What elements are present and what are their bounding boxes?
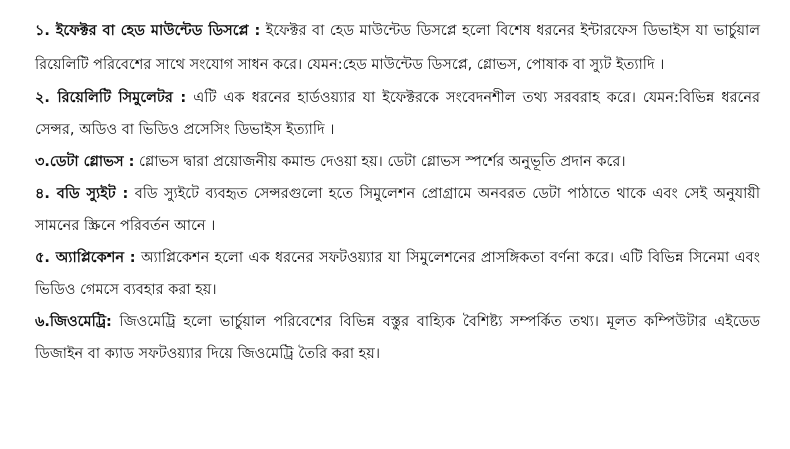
paragraph-reality-simulator — [35, 82, 760, 146]
paragraph-geometry — [35, 306, 760, 370]
term-effector: ১. ইফেক্টর বা হেড মাউন্টেড ডিসপ্লে : — [35, 23, 261, 39]
term-geometry: ৬.জিওমেট্রি: — [35, 314, 112, 330]
description-effector: ইফেক্টর বা হেড মাউন্টেড ডিসপ্লে হলো বিশেষ ধরনের ইন্টারফেস ডিভাইস যা ভার্চুয়াল রিয়েলিটি পরিবেশের সাথে সংযোগ সাধন করে। যেমন:হেড মাউন্টেড ডিসপ্লে, গ্লোভস, পোষাক বা স্যুট ইত্যাদি । — [35, 23, 761, 73]
description-geometry: জিওমেট্রি হলো ভার্চুয়াল পরিবেশের বিভিন্ন বস্তুর বাহ্যিক বৈশিষ্ট্য সম্পর্কিত তথ্য। মূলত কম্পিউটার এইডেড ডিজাইন বা ক্যাড সফটওয়্যার দিয়ে জিওমেট্রি তৈরি করা হয়। — [35, 314, 760, 362]
description-data-gloves: গ্লোভস দ্বারা প্রয়োজনীয় কমান্ড দেওয়া হয়। ডেটা গ্লোভস স্পর্শের অনুভূতি প্রদান করে। — [134, 154, 626, 170]
description-application: অ্যাপ্লিকেশন হলো এক ধরনের সফটওয়্যার যা সিমুলেশনের প্রাসঙ্গিকতা বর্ণনা করে। এটি বিভিন্ন সিনেমা এবং ভিডিও গেমসে ব্যবহার করা হয়। — [35, 250, 760, 298]
document-body — [35, 14, 760, 370]
paragraph-application — [35, 242, 760, 306]
term-application: ৫. অ্যাপ্লিকেশন : — [35, 250, 136, 266]
term-body-suit: ৪. বডি স্যুইট : — [35, 186, 129, 202]
description-body-suit: বডি স্যুইটে ব্যবহৃত সেন্সরগুলো হতে সিমুলেশন প্রোগ্রামে অনবরত ডেটা পাঠাতে থাকে এবং সেই অনুযায়ী সামনের স্ক্রিনে পরিবর্তন আনে । — [35, 186, 760, 234]
paragraph-body-suit — [35, 178, 760, 242]
description-reality-simulator: এটি এক ধরনের হার্ডওয়্যার যা ইফেক্টরকে সংবেদনশীল তথ্য সরবরাহ করে। যেমন:বিভিন্ন ধরনের সেন্সর, অডিও বা ভিডিও প্রসেসিং ডিভাইস ইত্যাদি । — [35, 90, 760, 138]
term-reality-simulator: ২. রিয়েলিটি সিমুলেটর : — [35, 90, 187, 106]
paragraph-effector — [35, 14, 760, 82]
paragraph-data-gloves — [35, 146, 760, 178]
term-data-gloves: ৩.ডেটা গ্লোভস : — [35, 154, 135, 170]
